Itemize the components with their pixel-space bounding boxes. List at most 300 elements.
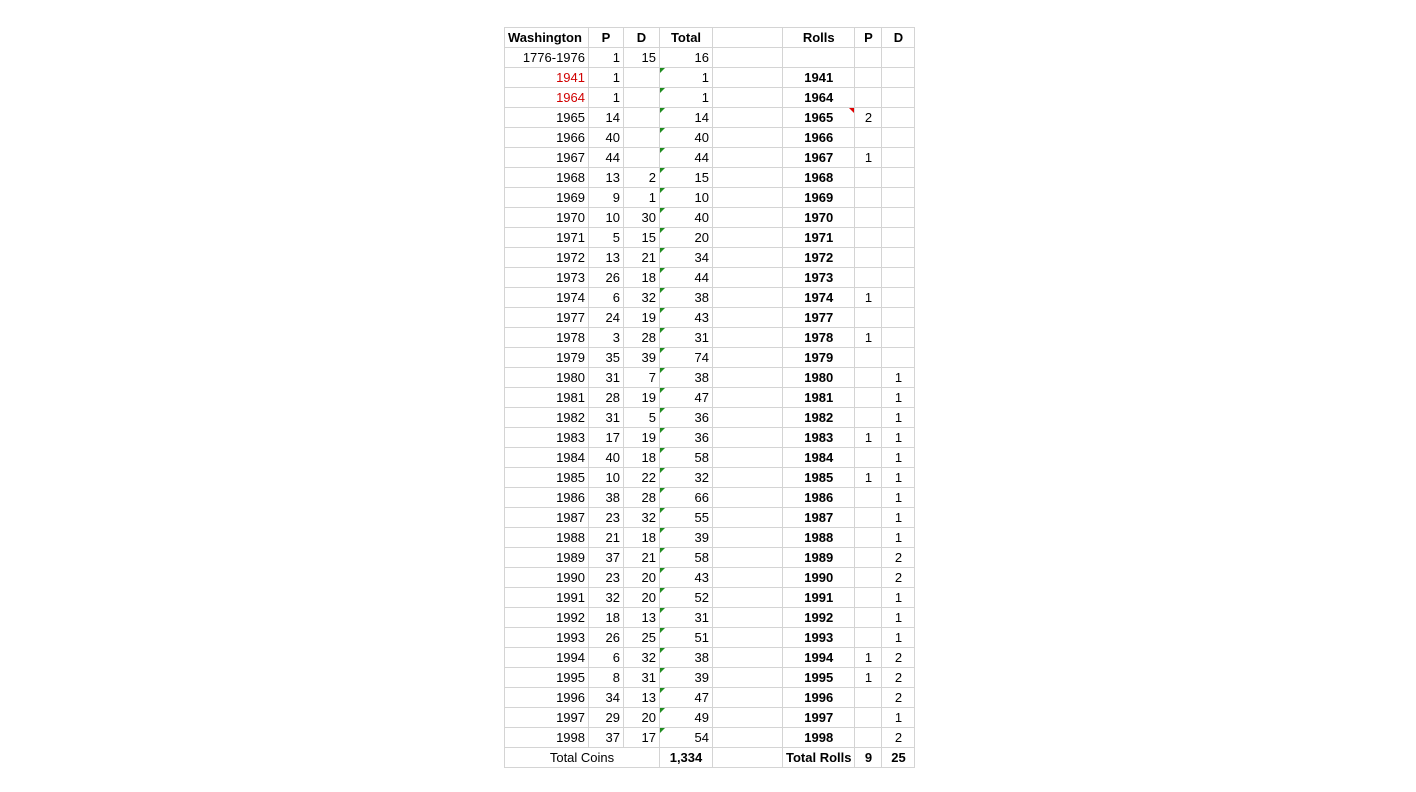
- blank-cell[interactable]: [713, 408, 783, 428]
- total-rolls-p[interactable]: 9: [855, 748, 882, 768]
- total-cell[interactable]: [660, 308, 713, 328]
- year-cell[interactable]: [505, 688, 589, 708]
- header-rolls-d[interactable]: D: [882, 28, 915, 48]
- rolls-d-cell[interactable]: [882, 88, 915, 108]
- p-cell[interactable]: [589, 448, 624, 468]
- total-cell[interactable]: [660, 168, 713, 188]
- rolls-p-cell[interactable]: [855, 408, 882, 428]
- total-cell[interactable]: [660, 508, 713, 528]
- p-cell[interactable]: [589, 168, 624, 188]
- d-cell[interactable]: [624, 228, 660, 248]
- rolls-p-cell[interactable]: [855, 708, 882, 728]
- d-cell[interactable]: [624, 208, 660, 228]
- year-cell[interactable]: [505, 68, 589, 88]
- year-cell[interactable]: [505, 308, 589, 328]
- rolls-year-cell[interactable]: [783, 268, 855, 288]
- rolls-d-cell[interactable]: [882, 668, 915, 688]
- rolls-p-cell[interactable]: [855, 88, 882, 108]
- year-cell[interactable]: [505, 428, 589, 448]
- total-cell[interactable]: [660, 248, 713, 268]
- rolls-year-cell[interactable]: [783, 388, 855, 408]
- rolls-year-cell[interactable]: [783, 728, 855, 748]
- p-cell[interactable]: [589, 68, 624, 88]
- d-cell[interactable]: [624, 308, 660, 328]
- rolls-d-cell[interactable]: [882, 288, 915, 308]
- rolls-p-cell[interactable]: [855, 448, 882, 468]
- d-cell[interactable]: [624, 128, 660, 148]
- rolls-p-cell[interactable]: [855, 568, 882, 588]
- header-rolls-p[interactable]: P: [855, 28, 882, 48]
- year-cell[interactable]: [505, 468, 589, 488]
- rolls-year-cell[interactable]: [783, 628, 855, 648]
- year-cell[interactable]: [505, 88, 589, 108]
- header-washington[interactable]: Washington: [505, 28, 589, 48]
- d-cell[interactable]: [624, 488, 660, 508]
- p-cell[interactable]: [589, 408, 624, 428]
- d-cell-value: 17: [641, 730, 656, 745]
- rolls-d-cell[interactable]: [882, 508, 915, 528]
- p-cell[interactable]: [589, 268, 624, 288]
- blank-cell[interactable]: [713, 48, 783, 68]
- blank-cell[interactable]: [713, 68, 783, 88]
- p-cell[interactable]: [589, 568, 624, 588]
- year-cell[interactable]: [505, 208, 589, 228]
- p-cell[interactable]: [589, 208, 624, 228]
- blank-cell[interactable]: [713, 748, 783, 768]
- total-cell[interactable]: [660, 448, 713, 468]
- blank-cell[interactable]: [713, 448, 783, 468]
- total-cell[interactable]: [660, 428, 713, 448]
- rolls-p-cell[interactable]: [855, 688, 882, 708]
- total-cell[interactable]: [660, 148, 713, 168]
- total-cell[interactable]: [660, 688, 713, 708]
- rolls-year-cell[interactable]: [783, 368, 855, 388]
- header-d[interactable]: D: [624, 28, 660, 48]
- rolls-d-cell[interactable]: [882, 108, 915, 128]
- rolls-d-cell[interactable]: [882, 428, 915, 448]
- p-cell[interactable]: [589, 368, 624, 388]
- d-cell[interactable]: [624, 348, 660, 368]
- blank-cell[interactable]: [713, 608, 783, 628]
- rolls-p-cell[interactable]: [855, 628, 882, 648]
- blank-cell[interactable]: [713, 388, 783, 408]
- rolls-d-cell[interactable]: [882, 208, 915, 228]
- total-cell[interactable]: [660, 108, 713, 128]
- year-cell[interactable]: [505, 608, 589, 628]
- rolls-p-cell[interactable]: [855, 208, 882, 228]
- rolls-d-cell[interactable]: [882, 708, 915, 728]
- d-cell[interactable]: [624, 68, 660, 88]
- p-cell[interactable]: [589, 388, 624, 408]
- rolls-p-cell[interactable]: [855, 68, 882, 88]
- d-cell[interactable]: [624, 668, 660, 688]
- rolls-year-cell[interactable]: [783, 328, 855, 348]
- year-cell[interactable]: [505, 488, 589, 508]
- rolls-year-cell[interactable]: [783, 588, 855, 608]
- rolls-p-cell-value: 1: [864, 290, 873, 305]
- d-cell[interactable]: [624, 408, 660, 428]
- rolls-year-cell[interactable]: [783, 688, 855, 708]
- p-cell[interactable]: [589, 708, 624, 728]
- rolls-year-cell[interactable]: [783, 148, 855, 168]
- rolls-d-cell[interactable]: [882, 148, 915, 168]
- total-rolls-d[interactable]: 25: [882, 748, 915, 768]
- p-cell[interactable]: [589, 108, 624, 128]
- d-cell[interactable]: [624, 388, 660, 408]
- p-cell[interactable]: [589, 688, 624, 708]
- year-cell[interactable]: [505, 388, 589, 408]
- blank-cell[interactable]: [713, 648, 783, 668]
- total-cell[interactable]: [660, 528, 713, 548]
- p-cell[interactable]: [589, 148, 624, 168]
- total-cell[interactable]: [660, 88, 713, 108]
- rolls-p-cell[interactable]: [855, 588, 882, 608]
- rolls-p-cell[interactable]: [855, 308, 882, 328]
- rolls-p-cell[interactable]: [855, 148, 882, 168]
- rolls-p-cell[interactable]: [855, 268, 882, 288]
- blank-cell[interactable]: [713, 728, 783, 748]
- year-cell[interactable]: [505, 528, 589, 548]
- year-cell[interactable]: [505, 368, 589, 388]
- blank-cell[interactable]: [713, 108, 783, 128]
- blank-cell[interactable]: [713, 148, 783, 168]
- p-cell[interactable]: [589, 248, 624, 268]
- rolls-d-cell[interactable]: [882, 408, 915, 428]
- total-cell[interactable]: [660, 568, 713, 588]
- d-cell[interactable]: [624, 628, 660, 648]
- d-cell[interactable]: [624, 248, 660, 268]
- rolls-year-cell[interactable]: [783, 408, 855, 428]
- p-cell[interactable]: [589, 88, 624, 108]
- blank-cell[interactable]: [713, 508, 783, 528]
- total-rolls-label[interactable]: Total Rolls: [783, 748, 855, 768]
- total-cell[interactable]: [660, 588, 713, 608]
- total-cell[interactable]: [660, 468, 713, 488]
- rolls-d-cell[interactable]: [882, 628, 915, 648]
- rolls-d-cell[interactable]: [882, 48, 915, 68]
- formula-indicator-icon: [660, 668, 665, 673]
- year-cell[interactable]: [505, 628, 589, 648]
- rolls-p-cell[interactable]: [855, 368, 882, 388]
- rolls-p-cell[interactable]: [855, 168, 882, 188]
- blank-cell[interactable]: [713, 248, 783, 268]
- year-cell[interactable]: [505, 568, 589, 588]
- p-cell[interactable]: [589, 428, 624, 448]
- rolls-d-cell[interactable]: [882, 688, 915, 708]
- rolls-year-cell[interactable]: [783, 668, 855, 688]
- rolls-year-cell[interactable]: [783, 88, 855, 108]
- p-cell[interactable]: [589, 348, 624, 368]
- blank-cell[interactable]: [713, 128, 783, 148]
- year-cell[interactable]: [505, 408, 589, 428]
- total-cell[interactable]: [660, 48, 713, 68]
- p-cell[interactable]: [589, 488, 624, 508]
- blank-cell[interactable]: [713, 188, 783, 208]
- rolls-d-cell[interactable]: [882, 448, 915, 468]
- blank-cell[interactable]: [713, 208, 783, 228]
- rolls-p-cell[interactable]: [855, 428, 882, 448]
- rolls-p-cell[interactable]: [855, 108, 882, 128]
- blank-cell[interactable]: [713, 88, 783, 108]
- d-cell[interactable]: [624, 588, 660, 608]
- total-cell[interactable]: [660, 188, 713, 208]
- rolls-p-cell[interactable]: [855, 668, 882, 688]
- d-cell[interactable]: [624, 268, 660, 288]
- rolls-year-cell[interactable]: [783, 648, 855, 668]
- rolls-year-cell[interactable]: [783, 68, 855, 88]
- rolls-d-cell[interactable]: [882, 388, 915, 408]
- rolls-year-cell[interactable]: [783, 448, 855, 468]
- total-cell-value: 47: [694, 390, 709, 405]
- d-cell[interactable]: [624, 508, 660, 528]
- rolls-year-cell[interactable]: [783, 428, 855, 448]
- rolls-p-cell[interactable]: [855, 388, 882, 408]
- rolls-p-cell[interactable]: [855, 488, 882, 508]
- rolls-year-cell[interactable]: [783, 188, 855, 208]
- rolls-p-cell[interactable]: [855, 48, 882, 68]
- p-cell[interactable]: [589, 128, 624, 148]
- rolls-d-cell[interactable]: [882, 188, 915, 208]
- blank-cell[interactable]: [713, 528, 783, 548]
- rolls-d-cell[interactable]: [882, 68, 915, 88]
- rolls-p-cell[interactable]: [855, 228, 882, 248]
- rolls-d-cell[interactable]: [882, 228, 915, 248]
- year-cell[interactable]: [505, 168, 589, 188]
- blank-cell[interactable]: [713, 568, 783, 588]
- rolls-d-cell[interactable]: [882, 368, 915, 388]
- p-cell[interactable]: [589, 508, 624, 528]
- year-cell[interactable]: [505, 328, 589, 348]
- p-cell[interactable]: [589, 648, 624, 668]
- rolls-d-cell[interactable]: [882, 608, 915, 628]
- blank-cell[interactable]: [713, 668, 783, 688]
- rolls-year-cell[interactable]: [783, 248, 855, 268]
- d-cell[interactable]: [624, 608, 660, 628]
- rolls-year-cell[interactable]: [783, 488, 855, 508]
- total-cell[interactable]: [660, 548, 713, 568]
- rolls-year-cell[interactable]: [783, 708, 855, 728]
- p-cell[interactable]: [589, 728, 624, 748]
- rolls-p-cell[interactable]: [855, 288, 882, 308]
- blank-cell[interactable]: [713, 468, 783, 488]
- total-coins-value[interactable]: 1,334: [660, 748, 713, 768]
- total-cell[interactable]: [660, 288, 713, 308]
- rolls-year-cell[interactable]: [783, 468, 855, 488]
- table-row: [505, 208, 915, 228]
- d-cell[interactable]: [624, 288, 660, 308]
- p-cell[interactable]: [589, 608, 624, 628]
- rolls-p-cell[interactable]: [855, 728, 882, 748]
- rolls-d-cell[interactable]: [882, 128, 915, 148]
- rolls-year-cell[interactable]: [783, 508, 855, 528]
- year-cell[interactable]: [505, 548, 589, 568]
- d-cell[interactable]: [624, 568, 660, 588]
- rolls-d-cell[interactable]: [882, 308, 915, 328]
- year-cell[interactable]: [505, 588, 589, 608]
- d-cell[interactable]: [624, 148, 660, 168]
- header-p[interactable]: P: [589, 28, 624, 48]
- blank-cell[interactable]: [713, 688, 783, 708]
- p-cell[interactable]: [589, 548, 624, 568]
- blank-cell[interactable]: [713, 488, 783, 508]
- rolls-d-cell[interactable]: [882, 548, 915, 568]
- rolls-year-cell[interactable]: [783, 128, 855, 148]
- year-cell[interactable]: [505, 728, 589, 748]
- rolls-year-cell[interactable]: [783, 48, 855, 68]
- blank-cell[interactable]: [713, 548, 783, 568]
- rolls-p-cell[interactable]: [855, 188, 882, 208]
- blank-cell[interactable]: [713, 228, 783, 248]
- p-cell[interactable]: [589, 668, 624, 688]
- rolls-p-cell[interactable]: [855, 348, 882, 368]
- year-cell[interactable]: [505, 248, 589, 268]
- total-cell[interactable]: [660, 728, 713, 748]
- rolls-year-cell[interactable]: [783, 228, 855, 248]
- total-cell[interactable]: [660, 128, 713, 148]
- p-cell[interactable]: [589, 188, 624, 208]
- rolls-p-cell[interactable]: [855, 528, 882, 548]
- blank-cell[interactable]: [713, 628, 783, 648]
- d-cell[interactable]: [624, 468, 660, 488]
- year-cell[interactable]: [505, 448, 589, 468]
- d-cell[interactable]: [624, 528, 660, 548]
- total-cell[interactable]: [660, 628, 713, 648]
- rolls-d-cell[interactable]: [882, 728, 915, 748]
- p-cell[interactable]: [589, 628, 624, 648]
- rolls-year-cell[interactable]: [783, 108, 855, 128]
- header-rolls[interactable]: Rolls: [783, 28, 855, 48]
- rolls-d-cell[interactable]: [882, 588, 915, 608]
- total-cell[interactable]: [660, 208, 713, 228]
- p-cell[interactable]: [589, 528, 624, 548]
- rolls-year-cell[interactable]: [783, 288, 855, 308]
- blank-cell[interactable]: [713, 268, 783, 288]
- total-cell[interactable]: [660, 668, 713, 688]
- d-cell[interactable]: [624, 328, 660, 348]
- rolls-p-cell[interactable]: [855, 608, 882, 628]
- year-cell[interactable]: [505, 228, 589, 248]
- d-cell[interactable]: [624, 708, 660, 728]
- total-cell[interactable]: [660, 228, 713, 248]
- p-cell[interactable]: [589, 228, 624, 248]
- year-cell[interactable]: [505, 288, 589, 308]
- rolls-d-cell[interactable]: [882, 328, 915, 348]
- rolls-d-cell[interactable]: [882, 268, 915, 288]
- rolls-year-cell[interactable]: [783, 348, 855, 368]
- rolls-year-cell[interactable]: [783, 608, 855, 628]
- d-cell[interactable]: [624, 188, 660, 208]
- total-cell[interactable]: [660, 488, 713, 508]
- year-cell[interactable]: [505, 148, 589, 168]
- rolls-year-cell[interactable]: [783, 528, 855, 548]
- p-cell[interactable]: [589, 288, 624, 308]
- d-cell[interactable]: [624, 48, 660, 68]
- year-cell[interactable]: [505, 348, 589, 368]
- blank-cell[interactable]: [713, 348, 783, 368]
- blank-cell[interactable]: [713, 328, 783, 348]
- blank-cell[interactable]: [713, 168, 783, 188]
- rolls-p-cell[interactable]: [855, 548, 882, 568]
- rolls-year-cell[interactable]: [783, 568, 855, 588]
- total-cell[interactable]: [660, 68, 713, 88]
- blank-cell[interactable]: [713, 428, 783, 448]
- blank-cell[interactable]: [713, 288, 783, 308]
- rolls-d-cell[interactable]: [882, 248, 915, 268]
- rolls-d-cell[interactable]: [882, 348, 915, 368]
- rolls-year-cell[interactable]: [783, 208, 855, 228]
- d-cell[interactable]: [624, 108, 660, 128]
- rolls-p-cell[interactable]: [855, 648, 882, 668]
- d-cell[interactable]: [624, 728, 660, 748]
- rolls-p-cell[interactable]: [855, 328, 882, 348]
- rolls-d-cell[interactable]: [882, 168, 915, 188]
- total-cell[interactable]: [660, 348, 713, 368]
- rolls-p-cell[interactable]: [855, 128, 882, 148]
- total-cell[interactable]: [660, 268, 713, 288]
- d-cell[interactable]: [624, 548, 660, 568]
- blank-cell[interactable]: [713, 708, 783, 728]
- year-cell[interactable]: [505, 668, 589, 688]
- total-cell[interactable]: [660, 328, 713, 348]
- d-cell[interactable]: [624, 648, 660, 668]
- blank-cell[interactable]: [713, 308, 783, 328]
- rolls-d-cell[interactable]: [882, 568, 915, 588]
- d-cell-value: 21: [641, 250, 656, 265]
- year-cell[interactable]: [505, 268, 589, 288]
- header-total[interactable]: Total: [660, 28, 713, 48]
- year-cell[interactable]: [505, 128, 589, 148]
- year-cell[interactable]: [505, 708, 589, 728]
- year-cell[interactable]: [505, 648, 589, 668]
- total-cell[interactable]: [660, 648, 713, 668]
- total-cell[interactable]: [660, 368, 713, 388]
- p-cell[interactable]: [589, 468, 624, 488]
- rolls-d-cell[interactable]: [882, 488, 915, 508]
- rolls-d-cell[interactable]: [882, 528, 915, 548]
- d-cell[interactable]: [624, 88, 660, 108]
- total-coins-label[interactable]: Total Coins: [505, 748, 660, 768]
- rolls-year-cell[interactable]: [783, 308, 855, 328]
- p-cell[interactable]: [589, 588, 624, 608]
- total-cell[interactable]: [660, 388, 713, 408]
- rolls-year-cell[interactable]: [783, 548, 855, 568]
- p-cell[interactable]: [589, 308, 624, 328]
- blank-cell[interactable]: [713, 588, 783, 608]
- d-cell[interactable]: [624, 428, 660, 448]
- rolls-p-cell[interactable]: [855, 248, 882, 268]
- year-cell[interactable]: [505, 508, 589, 528]
- d-cell[interactable]: [624, 688, 660, 708]
- rolls-d-cell[interactable]: [882, 648, 915, 668]
- rolls-d-cell[interactable]: [882, 468, 915, 488]
- blank-cell[interactable]: [713, 28, 783, 48]
- d-cell[interactable]: [624, 448, 660, 468]
- rolls-p-cell[interactable]: [855, 508, 882, 528]
- p-cell[interactable]: [589, 48, 624, 68]
- total-cell[interactable]: [660, 608, 713, 628]
- year-cell[interactable]: [505, 48, 589, 68]
- year-cell[interactable]: [505, 108, 589, 128]
- rolls-year-cell[interactable]: [783, 168, 855, 188]
- rolls-p-cell[interactable]: [855, 468, 882, 488]
- d-cell[interactable]: [624, 168, 660, 188]
- d-cell[interactable]: [624, 368, 660, 388]
- total-cell[interactable]: [660, 708, 713, 728]
- p-cell[interactable]: [589, 328, 624, 348]
- blank-cell[interactable]: [713, 368, 783, 388]
- total-cell[interactable]: [660, 408, 713, 428]
- year-cell[interactable]: [505, 188, 589, 208]
